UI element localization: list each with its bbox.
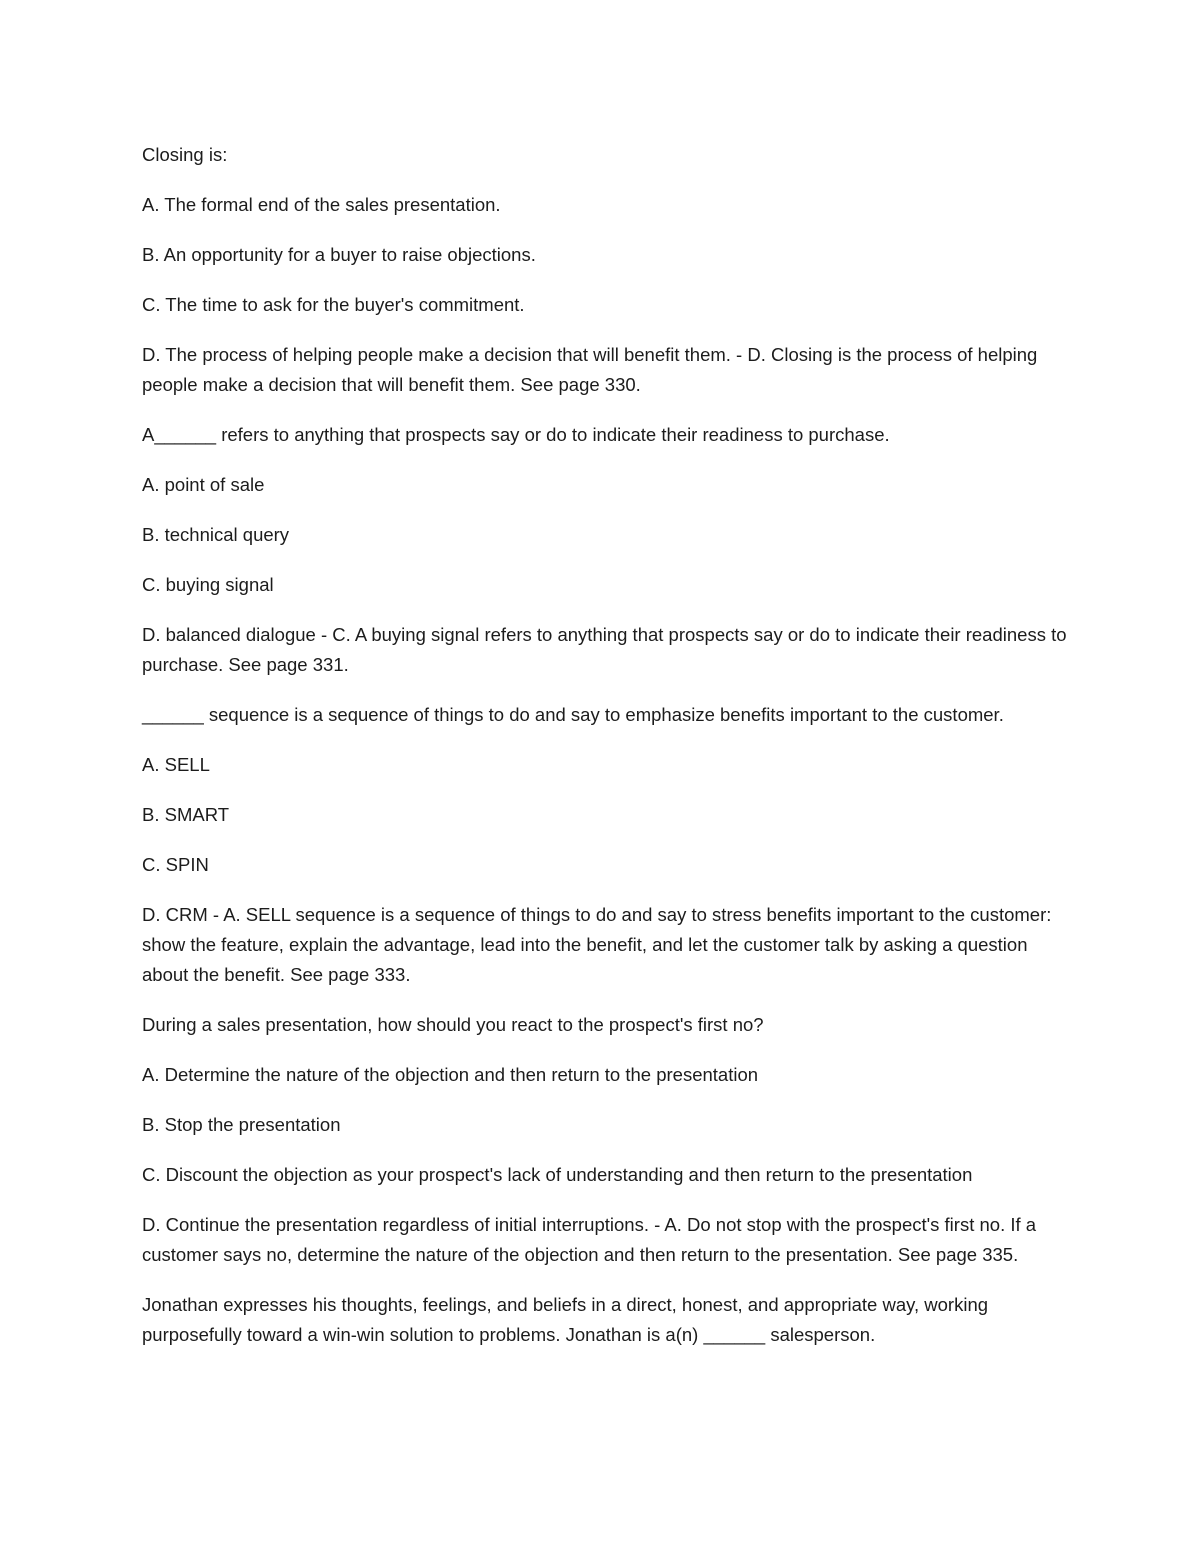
- question-2-option-b: B. technical query: [142, 524, 290, 545]
- question-4-option-c: C. Discount the objection as your prospect's lack of understanding and then return to the presentation: [142, 1164, 973, 1185]
- question-3-option-a: A. SELL: [142, 754, 210, 775]
- question-3-option-b: B. SMART: [142, 804, 230, 825]
- question-4-option-d-answer: D. Continue the presentation regardless of initial interruptions. - A. Do not stop with the prospect's first no. If a customer says no, determine the nature of the objection and then return to the presentation. See page 335.: [142, 1214, 1037, 1265]
- question-4-option-a: A. Determine the nature of the objection and then return to the presentation: [142, 1064, 759, 1085]
- question-3-stem: ______ sequence is a sequence of things to do and say to emphasize benefits important to the customer.: [142, 704, 1004, 725]
- question-1-option-b: B. An opportunity for a buyer to raise objections.: [142, 244, 536, 265]
- question-1-option-a: A. The formal end of the sales presentation.: [142, 194, 501, 215]
- question-2-option-d-answer: D. balanced dialogue - C. A buying signal refers to anything that prospects say or do to indicate their readiness to purchase. See page 331.: [142, 624, 1067, 675]
- question-4-option-b: B. Stop the presentation: [142, 1114, 341, 1135]
- question-3-option-d-answer: D. CRM - A. SELL sequence is a sequence of things to do and say to stress benefits important to the customer: show the feature, explain the advantage, lead into the benefit, and let the customer talk by asking a question about the benefit. See page 333.: [142, 904, 1052, 985]
- question-2-stem: A______ refers to anything that prospects say or do to indicate their readiness to purchase.: [142, 424, 890, 445]
- question-2-option-a: A. point of sale: [142, 474, 265, 495]
- question-2-option-c: C. buying signal: [142, 574, 274, 595]
- question-1-option-c: C. The time to ask for the buyer's commitment.: [142, 294, 525, 315]
- question-1-option-d-answer: D. The process of helping people make a decision that will benefit them. - D. Closing is the process of helping people make a decision that will benefit them. See page 330.: [142, 344, 1038, 395]
- question-1-stem: Closing is:: [142, 144, 228, 165]
- question-4-stem: During a sales presentation, how should you react to the prospect's first no?: [142, 1014, 764, 1035]
- document-body: [142, 140, 1072, 1370]
- question-5-stem: Jonathan expresses his thoughts, feelings, and beliefs in a direct, honest, and appropriate way, working purposefully toward a win-win solution to problems. Jonathan is a(n) ______ salesperson.: [142, 1294, 989, 1345]
- question-3-option-c: C. SPIN: [142, 854, 209, 875]
